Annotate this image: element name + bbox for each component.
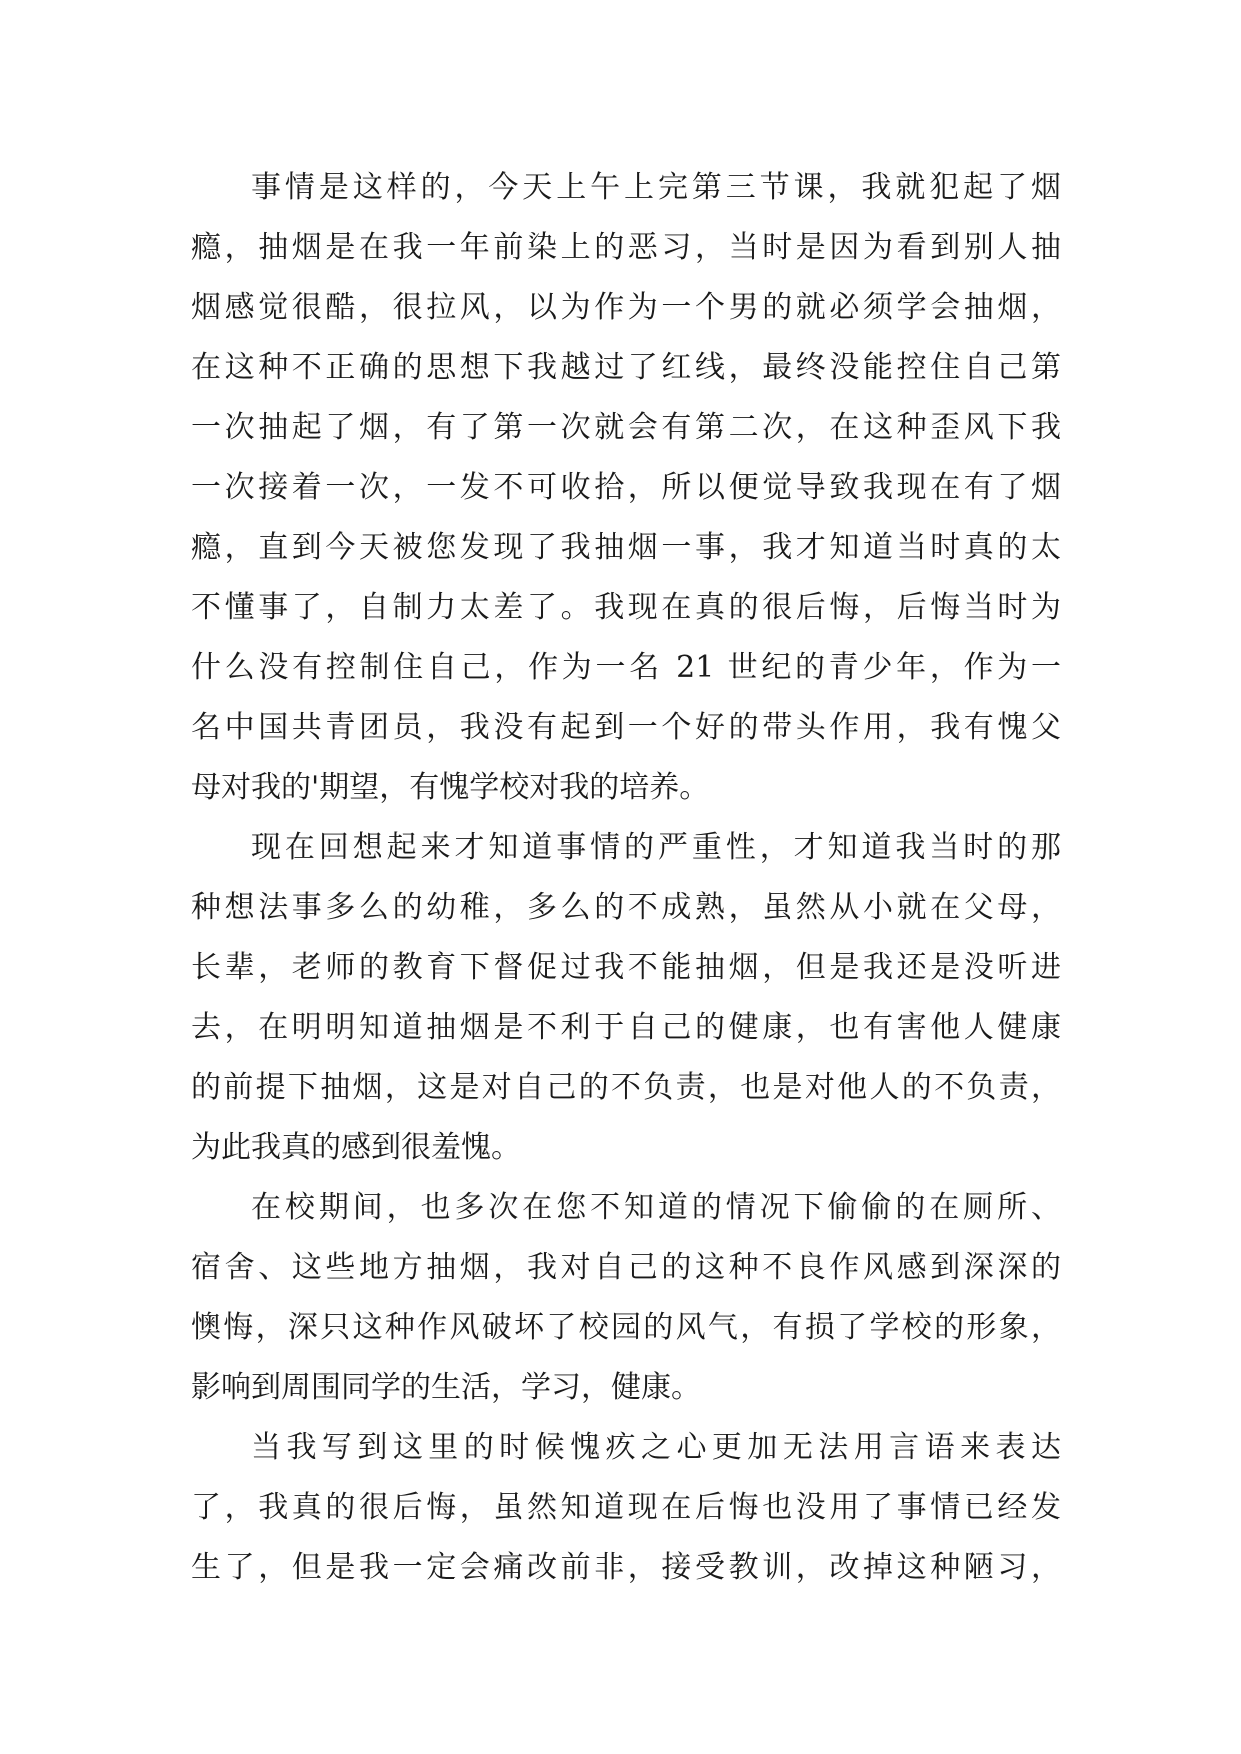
text-line: 当我写到这里的时候愧疚之心更加无法用言语来表达	[251, 1430, 1061, 1465]
paragraph-4	[191, 1418, 1061, 1598]
document-body	[191, 158, 1061, 1598]
text-line: 长辈，老师的教育下督促过我不能抽烟，但是我还是没听进	[191, 950, 1061, 985]
text-line: 事情是这样的，今天上午上完第三节课，我就犯起了烟	[251, 170, 1061, 205]
text-line: 生了，但是我一定会痛改前非，接受教训，改掉这种陋习，	[191, 1550, 1061, 1585]
text-line: 名中国共青团员，我没有起到一个好的带头作用，我有愧父	[191, 710, 1061, 745]
text-line: 种想法事多么的幼稚，多么的不成熟，虽然从小就在父母，	[191, 890, 1061, 925]
paragraph-1	[191, 158, 1061, 818]
text-line: 现在回想起来才知道事情的严重性，才知道我当时的那	[251, 830, 1061, 865]
text-line: 了，我真的很后悔，虽然知道现在后悔也没用了事情已经发	[191, 1490, 1061, 1525]
text-line: 瘾，直到今天被您发现了我抽烟一事，我才知道当时真的太	[191, 530, 1061, 565]
text-line: 烟感觉很酷，很拉风，以为作为一个男的就必须学会抽烟，	[191, 290, 1061, 325]
text-line: 一次抽起了烟，有了第一次就会有第二次，在这种歪风下我	[191, 410, 1061, 445]
text-line: 一次接着一次，一发不可收拾，所以便觉导致我现在有了烟	[191, 470, 1061, 505]
text-line: 在校期间，也多次在您不知道的情况下偷偷的在厕所、	[251, 1190, 1061, 1225]
text-line: 瘾，抽烟是在我一年前染上的恶习，当时是因为看到别人抽	[191, 230, 1061, 265]
text-line: 在这种不正确的思想下我越过了红线，最终没能控住自己第	[191, 350, 1061, 385]
text-line: 母对我的'期望，有愧学校对我的培养。	[191, 770, 710, 805]
text-line: 去，在明明知道抽烟是不利于自己的健康，也有害他人健康	[191, 1010, 1061, 1045]
paragraph-3	[191, 1178, 1061, 1418]
text-line: 懊悔，深只这种作风破坏了校园的风气，有损了学校的形象，	[191, 1310, 1061, 1345]
text-line: 不懂事了，自制力太差了。我现在真的很后悔，后悔当时为	[191, 590, 1061, 625]
text-line: 的前提下抽烟，这是对自己的不负责，也是对他人的不负责，	[191, 1070, 1061, 1105]
text-line: 宿舍、这些地方抽烟，我对自己的这种不良作风感到深深的	[191, 1250, 1061, 1285]
text-line: 为此我真的感到很羞愧。	[191, 1130, 521, 1165]
text-line: 什么没有控制住自己，作为一名 21 世纪的青少年，作为一	[191, 650, 1061, 685]
text-line: 影响到周围同学的生活，学习，健康。	[191, 1370, 701, 1405]
paragraph-2	[191, 818, 1061, 1178]
